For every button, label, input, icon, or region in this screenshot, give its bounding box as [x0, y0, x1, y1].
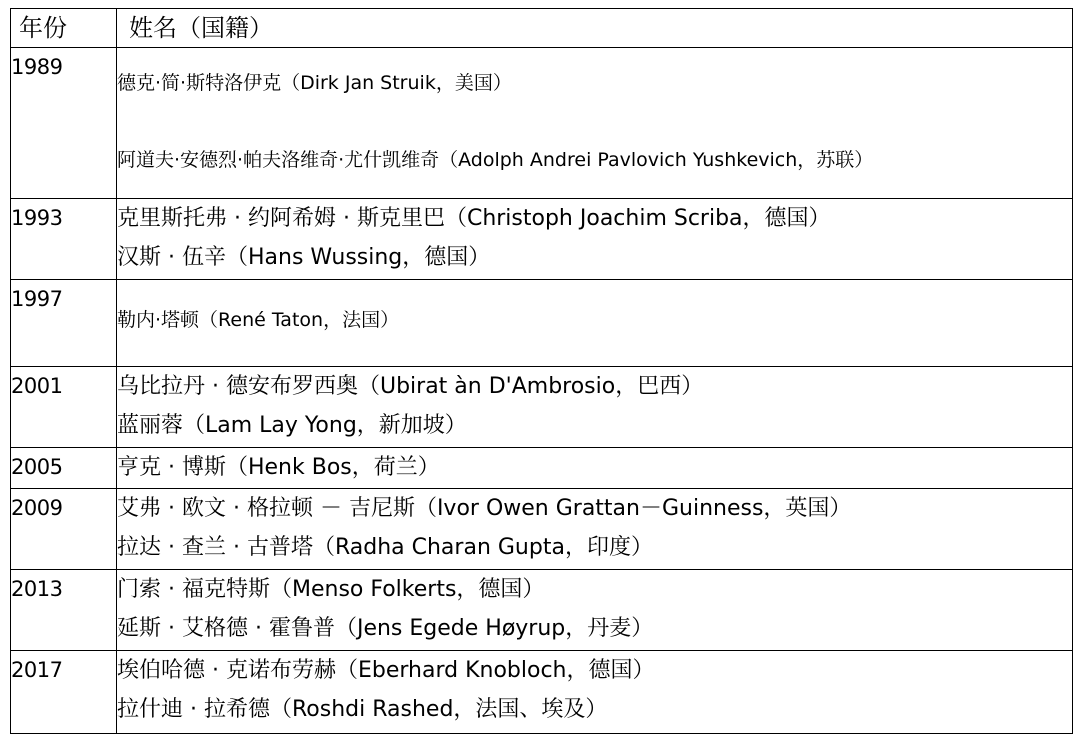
- table-row: [11, 367, 1073, 448]
- table-row: [11, 489, 1073, 570]
- year-cell: 1993: [11, 199, 117, 280]
- header-names: 姓名（国籍）: [117, 9, 1073, 48]
- names-cell: [117, 489, 1073, 570]
- table-header-row: [11, 9, 1073, 48]
- name-entry: 蓝丽蓉（Lam Lay Yong，新加坡）: [117, 413, 467, 438]
- header-year: 年份: [11, 9, 117, 48]
- names-cell: [117, 280, 1073, 367]
- name-entry: 拉什迪 · 拉希德（Roshdi Rashed，法国、埃及）: [117, 697, 608, 722]
- table-row: [11, 199, 1073, 280]
- names-cell: [117, 651, 1073, 734]
- year-cell: 2013: [11, 570, 117, 651]
- name-entry: 德克·简·斯特洛伊克（Dirk Jan Struik，美国）: [117, 72, 512, 94]
- table-row: [11, 651, 1073, 734]
- year-cell: 2017: [11, 651, 117, 734]
- names-cell: [117, 367, 1073, 448]
- table-row: [11, 280, 1073, 367]
- award-table: [10, 8, 1073, 734]
- name-entry: 阿道夫·安德烈·帕夫洛维奇·尤什凯维奇（Adolph Andrei Pavlovich Yushkevich，苏联）: [117, 149, 874, 171]
- names-cell: [117, 48, 1073, 199]
- year-cell: 2009: [11, 489, 117, 570]
- name-entry: 门索 · 福克特斯（Menso Folkerts，德国）: [117, 577, 545, 602]
- year-cell: 2001: [11, 367, 117, 448]
- table-row: [11, 448, 1073, 489]
- name-entry: 延斯 · 艾格德 · 霍鲁普（Jens Egede Høyrup，丹麦）: [117, 616, 654, 641]
- year-cell: 1989: [11, 48, 117, 199]
- names-cell: [117, 570, 1073, 651]
- name-entry: 埃伯哈德 · 克诺布劳赫（Eberhard Knobloch，德国）: [117, 658, 655, 683]
- year-cell: 1997: [11, 280, 117, 367]
- name-entry: 勒内·塔顿（René Taton，法国）: [117, 309, 400, 331]
- name-entry: 拉达 · 查兰 · 古普塔（Radha Charan Gupta，印度）: [117, 535, 653, 560]
- name-entry: 克里斯托弗 · 约阿希姆 · 斯克里巴（Christoph Joachim Scriba，德国）: [117, 206, 831, 231]
- name-entry: 乌比拉丹 · 德安布罗西奥（Ubirat àn D'Ambrosio，巴西）: [117, 374, 704, 399]
- name-entry: 汉斯 · 伍辛（Hans Wussing，德国）: [117, 245, 491, 270]
- names-cell: [117, 199, 1073, 280]
- year-cell: 2005: [11, 448, 117, 489]
- names-cell: [117, 448, 1073, 489]
- table-row: [11, 570, 1073, 651]
- table-row: [11, 48, 1073, 199]
- name-entry: 亨克 · 博斯（Henk Bos，荷兰）: [117, 455, 440, 480]
- name-entry: 艾弗 · 欧文 · 格拉顿 － 吉尼斯（Ivor Owen Grattan－Guinness，英国）: [117, 496, 852, 521]
